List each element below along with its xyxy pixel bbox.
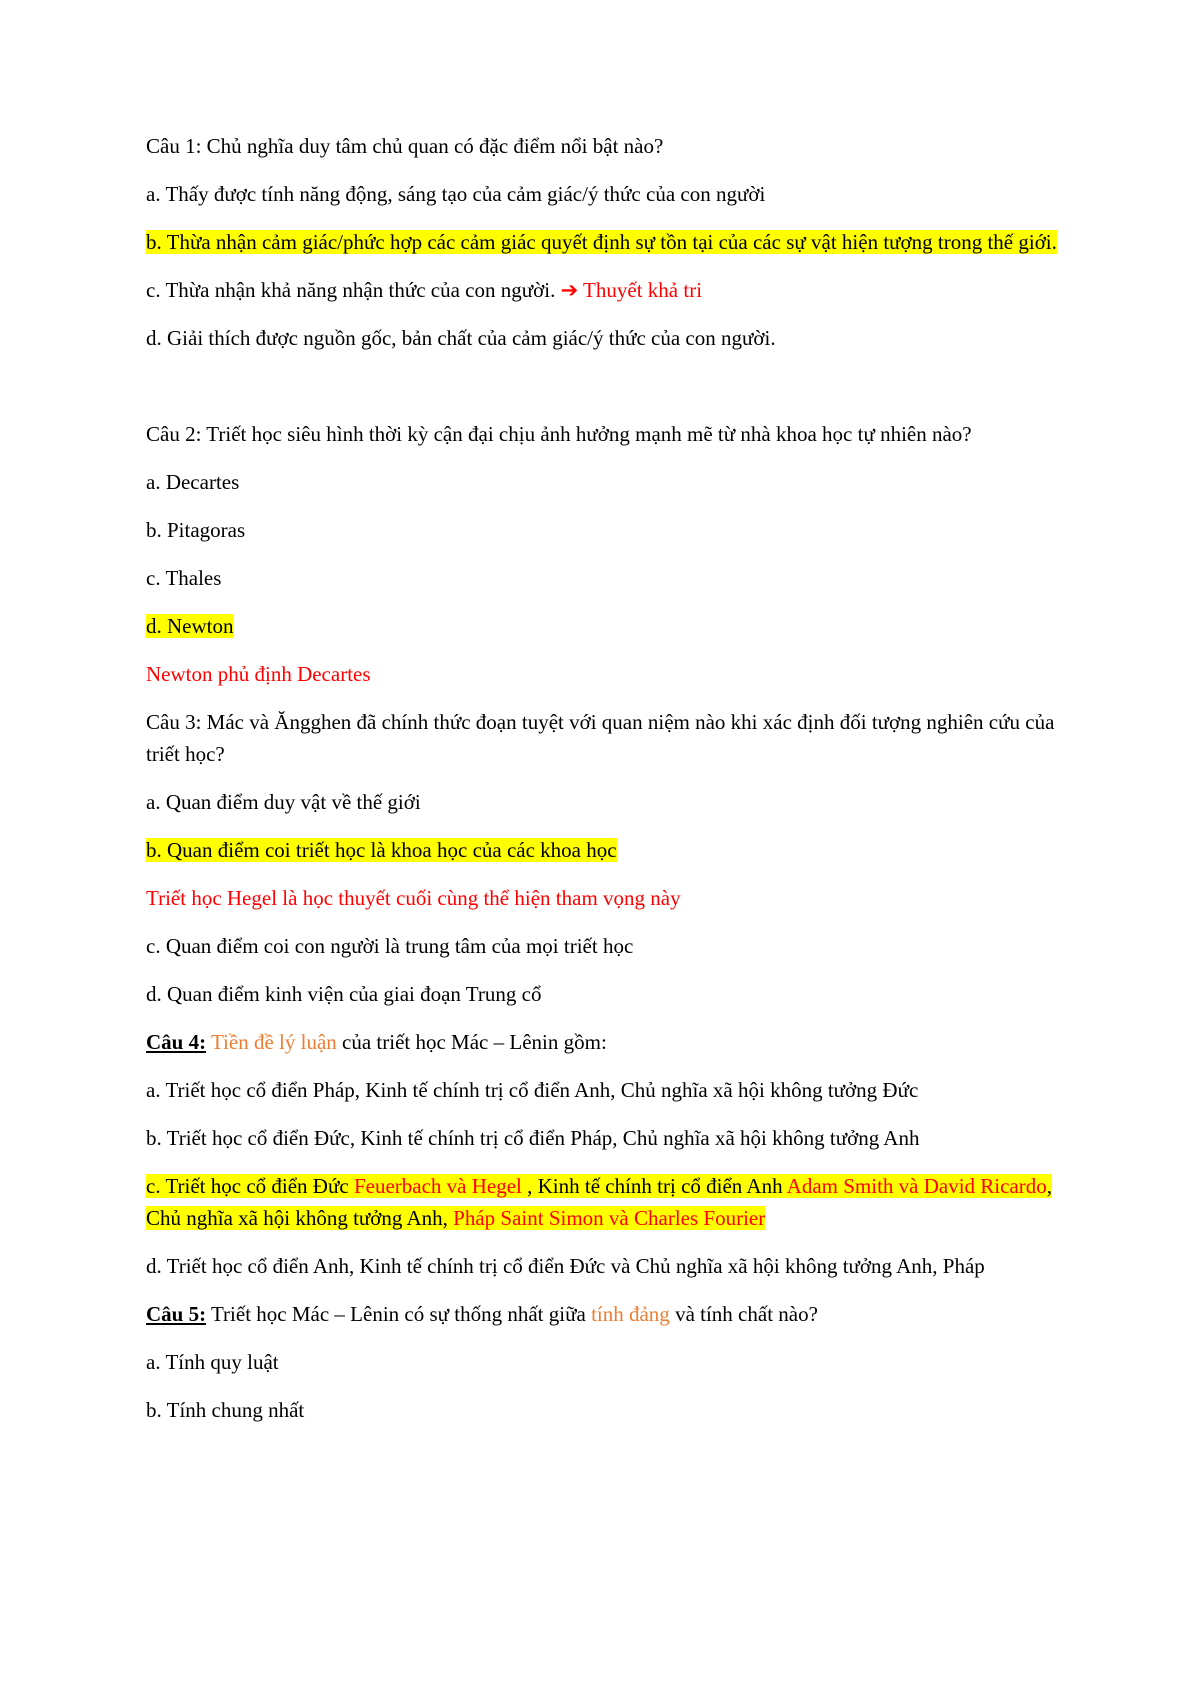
q5-topic: tính đảng <box>591 1302 670 1326</box>
q2-option-a: a. Decartes <box>146 470 240 494</box>
q3-option-d: d. Quan điểm kinh viện của giai đoạn Trung cổ <box>146 982 542 1006</box>
q5-question <box>146 1298 1066 1330</box>
q1-option-c-note: Thuyết khả tri <box>578 278 703 302</box>
q4-option-c-part2: Feuerbach và Hegel <box>353 1174 522 1198</box>
q4-option-c-part4: Adam Smith và David Ricardo <box>786 1174 1047 1198</box>
q2-question: Câu 2: Triết học siêu hình thời kỳ cận đại chịu ảnh hưởng mạnh mẽ từ nhà khoa học tự nhiên nào? <box>146 422 972 446</box>
q4-option-d: d. Triết học cổ điển Anh, Kinh tế chính trị cổ điển Đức và Chủ nghĩa xã hội không tưởng Anh, Pháp <box>146 1254 985 1278</box>
q2-note: Newton phủ định Decartes <box>146 662 371 686</box>
document-page <box>146 130 1066 1442</box>
q5-option-b: b. Tính chung nhất <box>146 1398 305 1422</box>
q4-question <box>146 1026 1066 1058</box>
q5-question-part1: Triết học Mác – Lênin có sự thống nhất giữa <box>206 1302 592 1326</box>
q3-question: Câu 3: Mác và Ăngghen đã chính thức đoạn tuyệt với quan niệm nào khi xác định đối tượng nghiên cứu của triết học? <box>146 710 1055 766</box>
q4-label: Câu 4: <box>146 1030 207 1054</box>
q5-question-part2: và tính chất nào? <box>669 1302 818 1326</box>
q2-option-d <box>146 610 1066 642</box>
q1-question: Câu 1: Chủ nghĩa duy tâm chủ quan có đặc điểm nổi bật nào? <box>146 134 664 158</box>
spacer <box>146 370 1066 418</box>
q4-topic: Tiền đề lý luận <box>210 1030 337 1054</box>
q3-option-a: a. Quan điểm duy vật về thế giới <box>146 790 421 814</box>
q4-option-b: b. Triết học cổ điển Đức, Kinh tế chính trị cổ điển Pháp, Chủ nghĩa xã hội không tưởng Anh <box>146 1126 920 1150</box>
q4-option-a: a. Triết học cổ điển Pháp, Kinh tế chính trị cổ điển Anh, Chủ nghĩa xã hội không tưởng Đức <box>146 1078 919 1102</box>
q1-option-b-text: b. Thừa nhận cảm giác/phức hợp các cảm giác quyết định sự tồn tại của các sự vật hiện tượng trong thế giới. <box>146 230 1057 254</box>
q5-option-a: a. Tính quy luật <box>146 1350 279 1374</box>
q1-option-d: d. Giải thích được nguồn gốc, bản chất của cảm giác/ý thức của con người. <box>146 326 776 350</box>
q4-question-rest: của triết học Mác – Lênin gồm: <box>336 1030 607 1054</box>
q3-option-c: c. Quan điểm coi con người là trung tâm của mọi triết học <box>146 934 634 958</box>
q2-option-b: b. Pitagoras <box>146 518 246 542</box>
q4-option-c-part5: , Chủ nghĩa xã hội không tưởng Anh, <box>146 1174 1053 1230</box>
q3-note: Triết học Hegel là học thuyết cuối cùng thể hiện tham vọng này <box>146 886 681 910</box>
q1-option-b <box>146 226 1066 258</box>
q2-option-c: c. Thales <box>146 566 222 590</box>
q4-option-c-part1: c. Triết học cổ điển Đức <box>146 1174 354 1198</box>
q2-option-d-text: d. Newton <box>146 614 234 638</box>
q1-option-c <box>146 274 1066 306</box>
q1-option-a: a. Thấy được tính năng động, sáng tạo của cảm giác/ý thức của con người <box>146 182 766 206</box>
q3-option-b-text: b. Quan điểm coi triết học là khoa học của các khoa học <box>146 838 617 862</box>
q4-option-c-part3: , Kinh tế chính trị cổ điển Anh <box>521 1174 787 1198</box>
q3-option-b <box>146 834 1066 866</box>
q4-option-c-part6: Pháp Saint Simon và Charles Fourier <box>453 1206 766 1230</box>
q4-option-c <box>146 1170 1066 1234</box>
arrow-right-icon: ➔ <box>560 278 579 302</box>
q5-label: Câu 5: <box>146 1302 207 1326</box>
q1-option-c-text: c. Thừa nhận khả năng nhận thức của con người. <box>146 278 561 302</box>
